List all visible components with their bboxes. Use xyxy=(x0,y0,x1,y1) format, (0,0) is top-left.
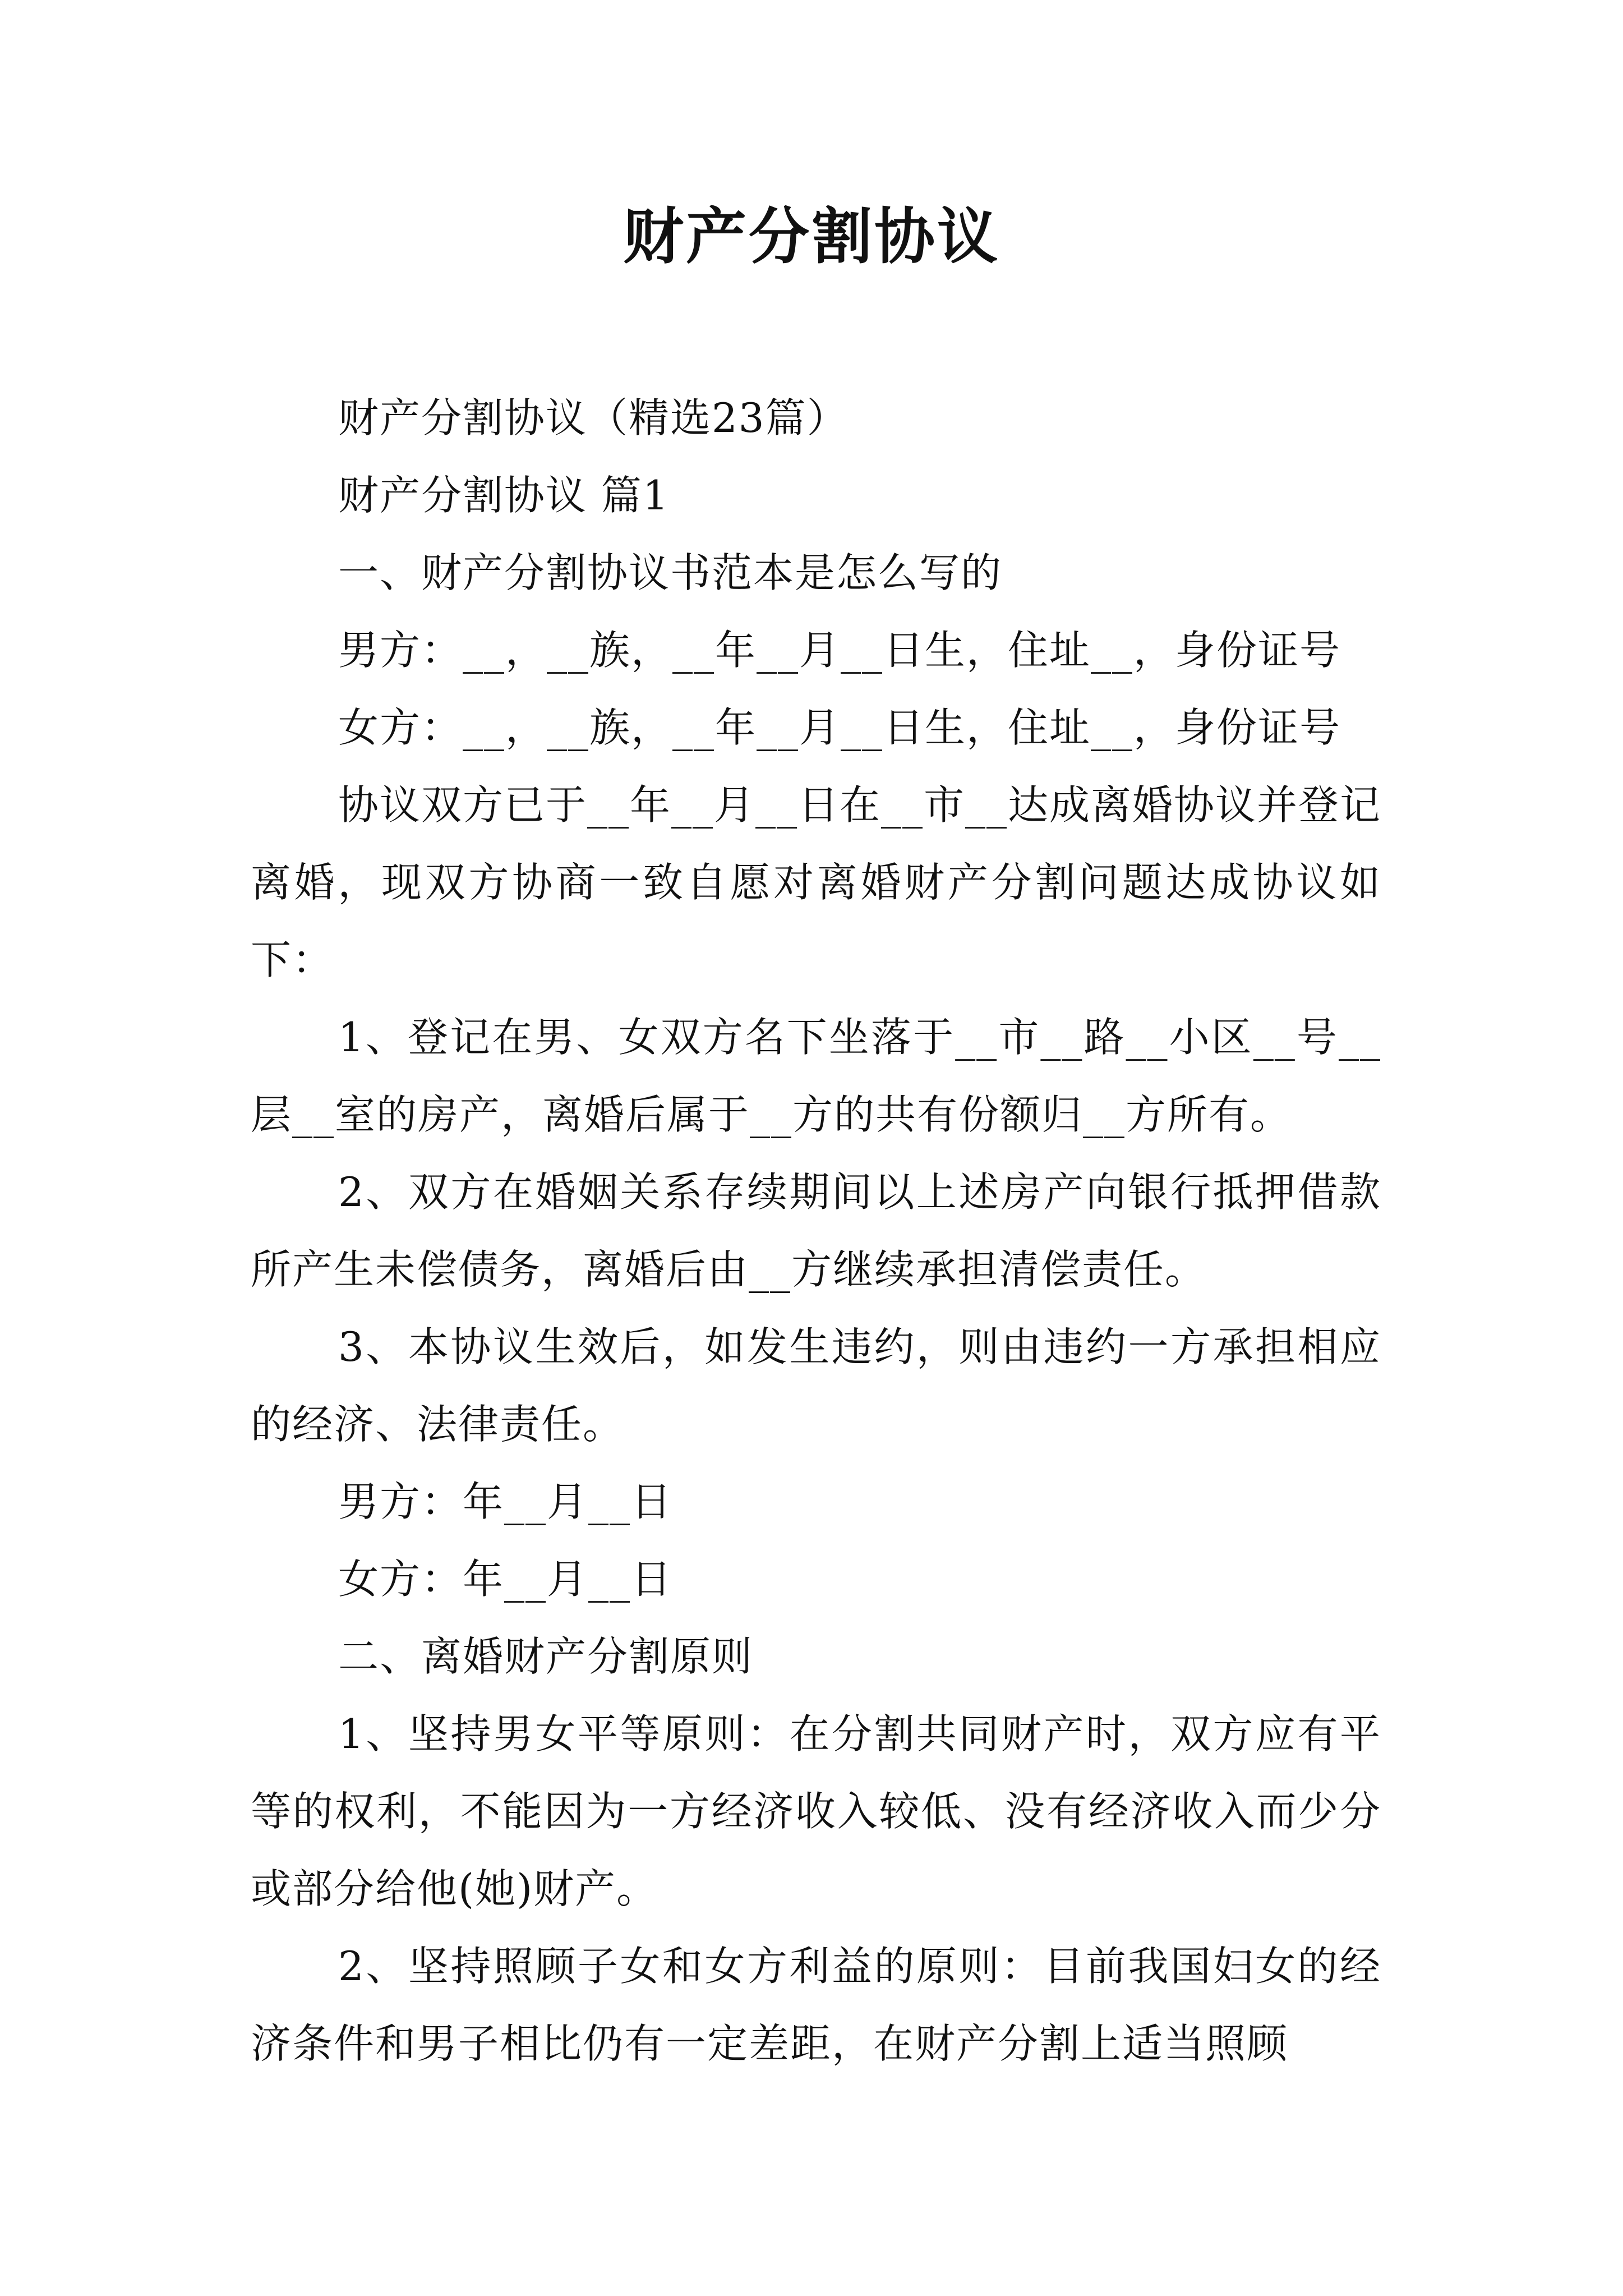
paragraph-male-signature-date: 男方：年__月__日 xyxy=(338,1478,673,1525)
paragraph-principle-2: 2、坚持照顾子女和女方利益的原则：目前我国妇女的经济条件和男子相比仍有一定差距，在财产分割上适当照顾 xyxy=(251,1943,1381,2067)
paragraph-section-heading-1: 一、财产分割协议书范本是怎么写的 xyxy=(338,549,1003,596)
paragraph-subtitle: 财产分割协议（精选23篇） xyxy=(338,394,849,441)
paragraph-male-party: 男方：__，__族，__年__月__日生，住址__，身份证号 xyxy=(338,627,1341,674)
paragraph-principle-1: 1、坚持男女平等原则：在分割共同财产时，双方应有平等的权利，不能因为一方经济收入较低、没有经济收入而少分或部分给他(她)财产。 xyxy=(251,1710,1381,1912)
paragraph-clause-2: 2、双方在婚姻关系存续期间以上述房产向银行抵押借款所产生未偿债务，离婚后由__方继续承担清偿责任。 xyxy=(251,1168,1381,1293)
paragraph-clause-1: 1、登记在男、女双方名下坐落于__市__路__小区__号__层__室的房产，离婚后属于__方的共有份额归__方所有。 xyxy=(251,1014,1381,1138)
document-title: 财产分割协议 xyxy=(623,201,1000,272)
paragraph-female-signature-date: 女方：年__月__日 xyxy=(338,1556,673,1603)
paragraph-section-heading-2: 二、离婚财产分割原则 xyxy=(338,1633,754,1680)
paragraph-female-party: 女方：__，__族，__年__月__日生，住址__，身份证号 xyxy=(338,704,1341,751)
document-body xyxy=(251,379,1381,2082)
paragraph-agreement-intro: 协议双方已于__年__月__日在__市__达成离婚协议并登记离婚，现双方协商一致自愿对离婚财产分割问题达成协议如下： xyxy=(251,781,1382,983)
paragraph-article-heading: 财产分割协议 篇1 xyxy=(338,472,670,519)
paragraph-clause-3: 3、本协议生效后，如发生违约，则由违约一方承担相应的经济、法律责任。 xyxy=(251,1323,1381,1448)
